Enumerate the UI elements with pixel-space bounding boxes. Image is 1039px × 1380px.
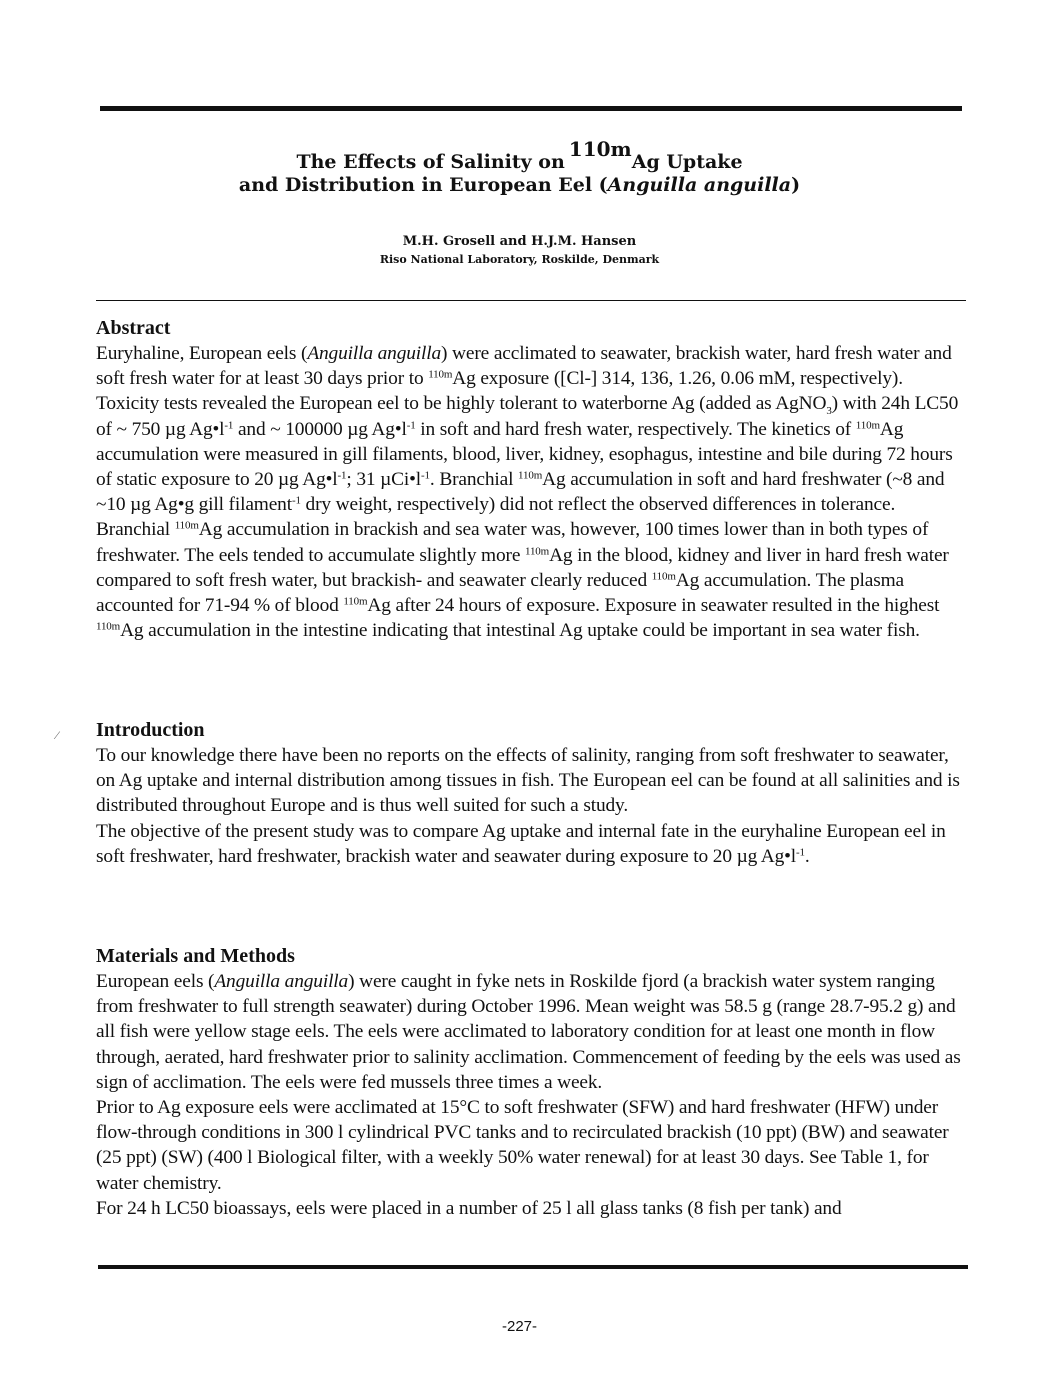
bottom-rule (98, 1265, 968, 1269)
affiliation: Riso National Laboratory, Roskilde, Denmark (379, 253, 660, 266)
title-part1: The Effects of Salinity on (296, 151, 565, 173)
paper-title (0, 137, 1039, 197)
title-part2: Ag Uptake (631, 151, 743, 173)
title-species: Anguilla anguilla (607, 174, 792, 196)
methods-section (96, 944, 966, 1221)
introduction-section (96, 718, 966, 869)
authors: M.H. Grosell and H.J.M. Hansen (402, 234, 637, 249)
title-isotope-superscript: 110m (568, 137, 632, 161)
abstract-heading: Abstract (96, 317, 171, 339)
introduction-paragraph-2: The objective of the present study was to compare Ag uptake and internal fate in the euryhaline European eel in soft freshwater, hard freshwater, brackish water and seawater during exposure to 20 µg $Ag•l^{-1}$. (96, 820, 946, 867)
title-line2-suffix: ) (791, 174, 801, 196)
title-line2-prefix: and Distribution in European Eel ( (238, 174, 608, 196)
methods-paragraph-2: Prior to Ag exposure eels were acclimated at 15°C to soft freshwater (SFW) and hard freshwater (HFW) under flow-through conditions in 300 l cylindrical PVC tanks and to recirculated brackish (10 ppt) (BW) and seawater (25 ppt) (SW) (400 l Biological filter, with a weekly 50% water renewal) for at least 30 days. See Table 1, for water chemistry. (96, 1097, 949, 1194)
methods-paragraph-3: For 24 h LC50 bioassays, eels were placed in a number of 25 l all glass tanks (8 fish per tank) and (96, 1197, 842, 1219)
abstract-section (96, 316, 966, 643)
introduction-heading: Introduction (96, 719, 205, 741)
top-rule (100, 106, 962, 111)
abstract-text: Euryhaline, European eels (Anguilla anguilla) were acclimated to seawater, brackish water, hard fresh water and soft fresh water for at least 30 days prior to $^{110m}$Ag exposure ([Cl-] 314, 136, 1.26, 0.06 mM, respectively). Toxicity tests revealed the European eel to be highly tolerant to waterborne Ag (added as AgNO$_3$) with 24h LC50 of ~ 750 µg $Ag•l^{-1}$ and ~ 100000 µg $Ag•l^{-1}$ in soft and hard fresh water, respectively. The kinetics of $^{110m}$Ag accumulation were measured in gill filaments, blood, liver, kidney, esophagus, intestine and bile during 72 hours of static exposure to 20 µg $Ag•l^{-1}$; 31 $\mu Ci•l^{-1}$. Branchial $^{110m}$Ag accumulation in soft and hard freshwater (~8 and ~10 µg Ag•g gill filament$^{-1}$ dry weight, respectively) did not reflect the observed differences in tolerance. Branchial $^{110m}$Ag accumulation in brackish and sea water was, however, 100 times lower than in both types of freshwater. The eels tended to accumulate slightly more $^{110m}$Ag in the blood, kidney and liver in hard fresh water compared to soft fresh water, but brackish- and seawater clearly reduced $^{110m}$Ag accumulation. The plasma accounted for 71-94 % of blood $^{110m}$Ag after 24 hours of exposure. Exposure in seawater resulted in the highest $^{110m}$Ag accumulation in the intestine indicating that intestinal Ag uptake could be important in sea water fish. (96, 343, 959, 642)
methods-paragraph-1: European eels (Anguilla anguilla) were caught in fyke nets in Roskilde fjord (a brackish water system ranging from freshwater to full strength seawater) during October 1996. Mean weight was 58.5 g (range 28.7-95.2 g) and all fish were yellow stage eels. The eels were acclimated to laboratory condition for at least one month in flow through, aerated, hard freshwater prior to salinity acclimation. Commencement of feeding by the eels was used as sign of acclimation. The eels were fed mussels three times a week. (96, 971, 961, 1093)
separator-rule (96, 300, 966, 301)
page-number: -227- (501, 1318, 538, 1335)
stray-scan-mark: ⁄ (56, 728, 59, 742)
introduction-paragraph-1: To our knowledge there have been no reports on the effects of salinity, ranging from soft freshwater to seawater, on Ag uptake and internal distribution among tissues in fish. The European eel can be found at all salinities and is distributed throughout Europe and is thus well suited for such a study. (96, 745, 960, 817)
methods-heading: Materials and Methods (96, 945, 295, 967)
